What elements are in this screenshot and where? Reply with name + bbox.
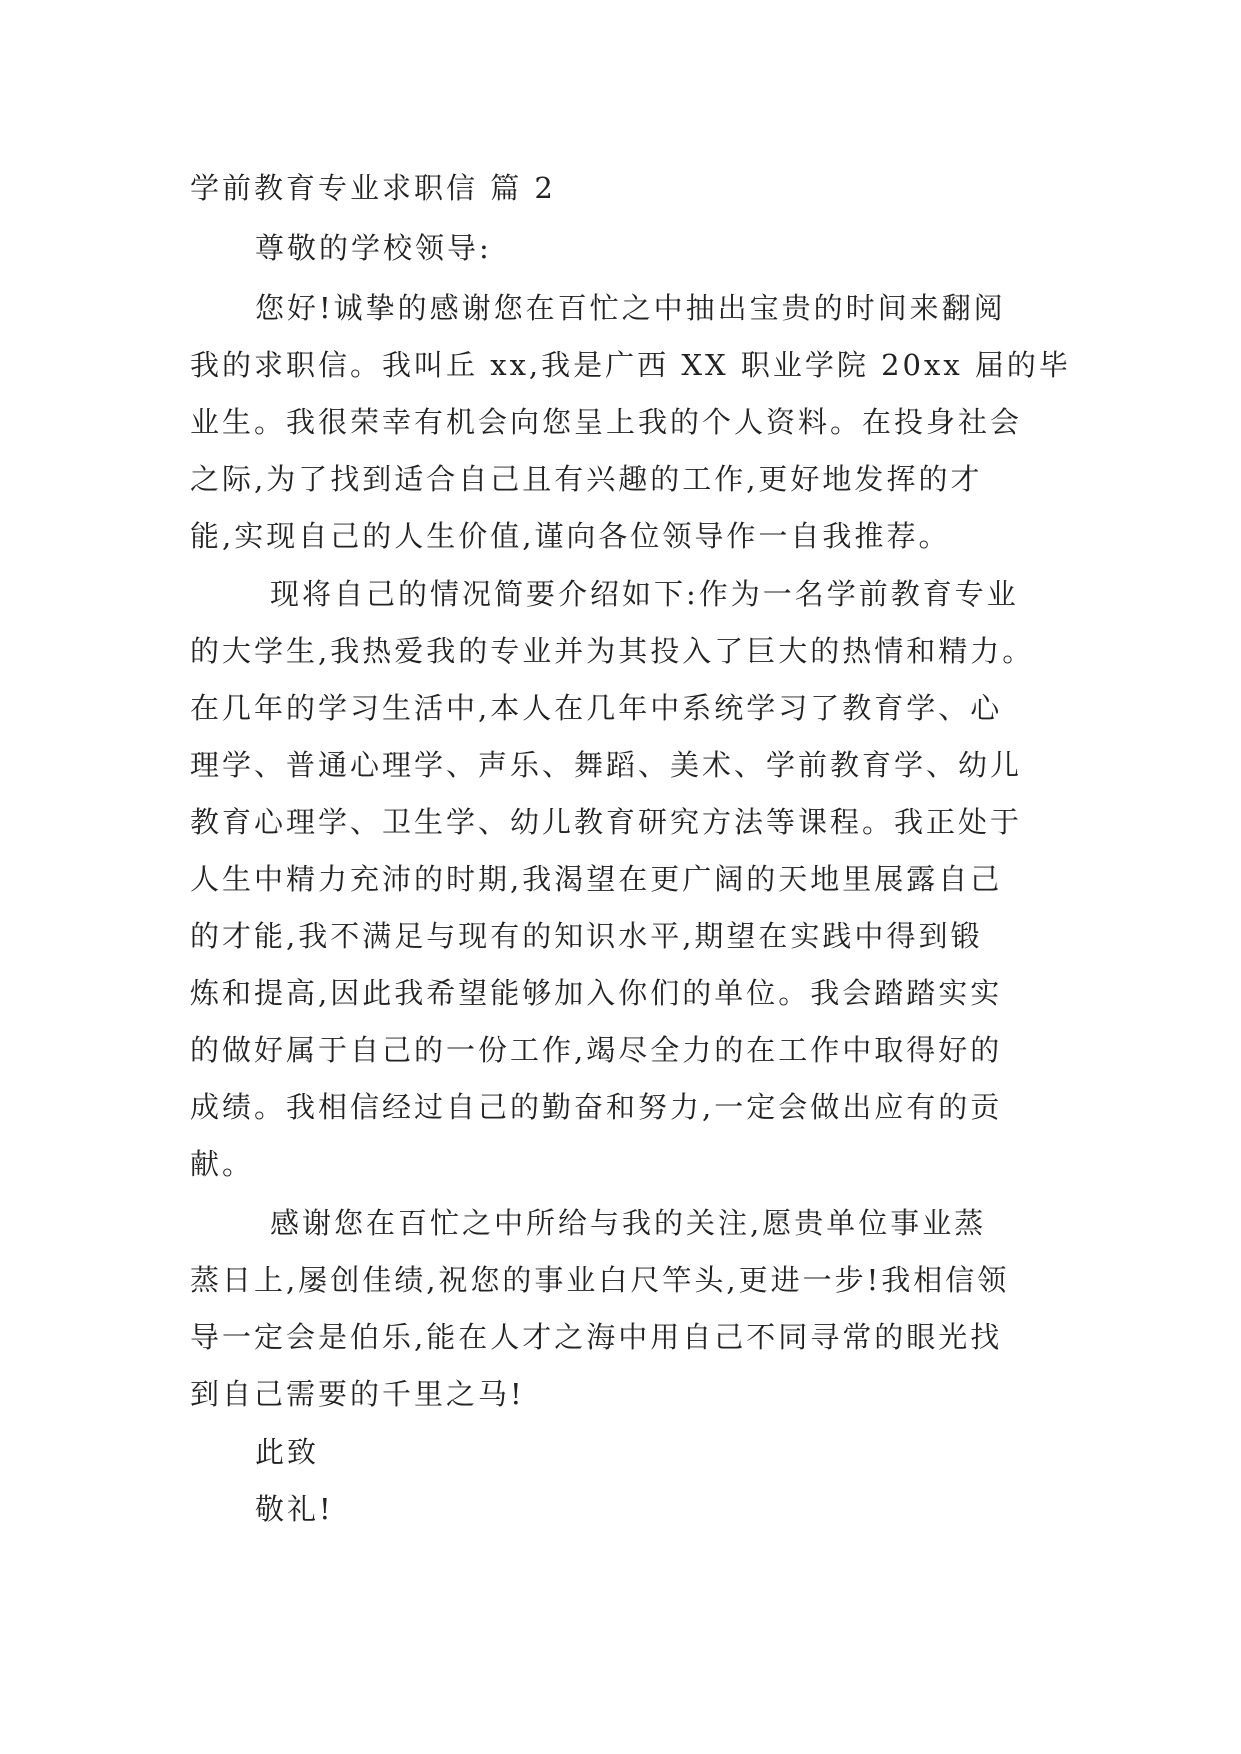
paragraph2-line: 教育心理学、卫生学、幼儿教育研究方法等课程。我正处于	[190, 805, 1023, 839]
paragraph3-line: 蒸日上,屡创佳绩,祝您的事业白尺竿头,更进一步!我相信领	[190, 1263, 1010, 1297]
paragraph3-line: 感谢您在百忙之中所给与我的关注,愿贵单位事业蒸	[270, 1206, 987, 1240]
paragraph2-line: 人生中精力充沛的时期,我渴望在更广阔的天地里展露自己	[190, 862, 1003, 896]
paragraph1-line: 业生。我很荣幸有机会向您呈上我的个人资料。在投身社会	[190, 405, 1023, 439]
paragraph2-line: 的大学生,我热爱我的专业并为其投入了巨大的热情和精力。	[190, 634, 1035, 668]
paragraph2-line: 在几年的学习生活中,本人在几年中系统学习了教育学、心	[190, 691, 1003, 725]
document-title: 学前教育专业求职信 篇 2	[190, 171, 556, 205]
paragraph2-line: 现将自己的情况简要介绍如下:作为一名学前教育专业	[270, 577, 1019, 611]
paragraph1-line: 能,实现自己的人生价值,谨向各位领导作一自我推荐。	[190, 519, 951, 553]
paragraph1-line: 之际,为了找到适合自己且有兴趣的工作,更好地发挥的才	[190, 462, 983, 496]
paragraph3-line: 到自己需要的千里之马!	[190, 1377, 525, 1411]
paragraph1-line: 您好!诚挚的感谢您在百忙之中抽出宝贵的时间来翻阅	[255, 291, 1006, 325]
paragraph2-line: 成绩。我相信经过自己的勤奋和努力,一定会做出应有的贡	[190, 1090, 1003, 1124]
paragraph2-line: 炼和提高,因此我希望能够加入你们的单位。我会踏踏实实	[190, 976, 1003, 1010]
greeting: 尊敬的学校领导:	[255, 231, 492, 265]
paragraph2-line: 的做好属于自己的一份工作,竭尽全力的在工作中取得好的	[190, 1033, 1003, 1067]
closing-line-2: 敬礼!	[255, 1492, 334, 1526]
paragraph2-line: 献。	[190, 1147, 255, 1181]
paragraph2-line: 的才能,我不满足与现有的知识水平,期望在实践中得到锻	[190, 919, 983, 953]
paragraph1-line: 我的求职信。我叫丘 xx,我是广西 XX 职业学院 20xx 届的毕	[190, 348, 1071, 382]
closing-line-1: 此致	[255, 1435, 320, 1469]
paragraph3-line: 导一定会是伯乐,能在人才之海中用自己不同寻常的眼光找	[190, 1320, 1003, 1354]
paragraph2-line: 理学、普通心理学、声乐、舞蹈、美术、学前教育学、幼儿	[190, 748, 1023, 782]
